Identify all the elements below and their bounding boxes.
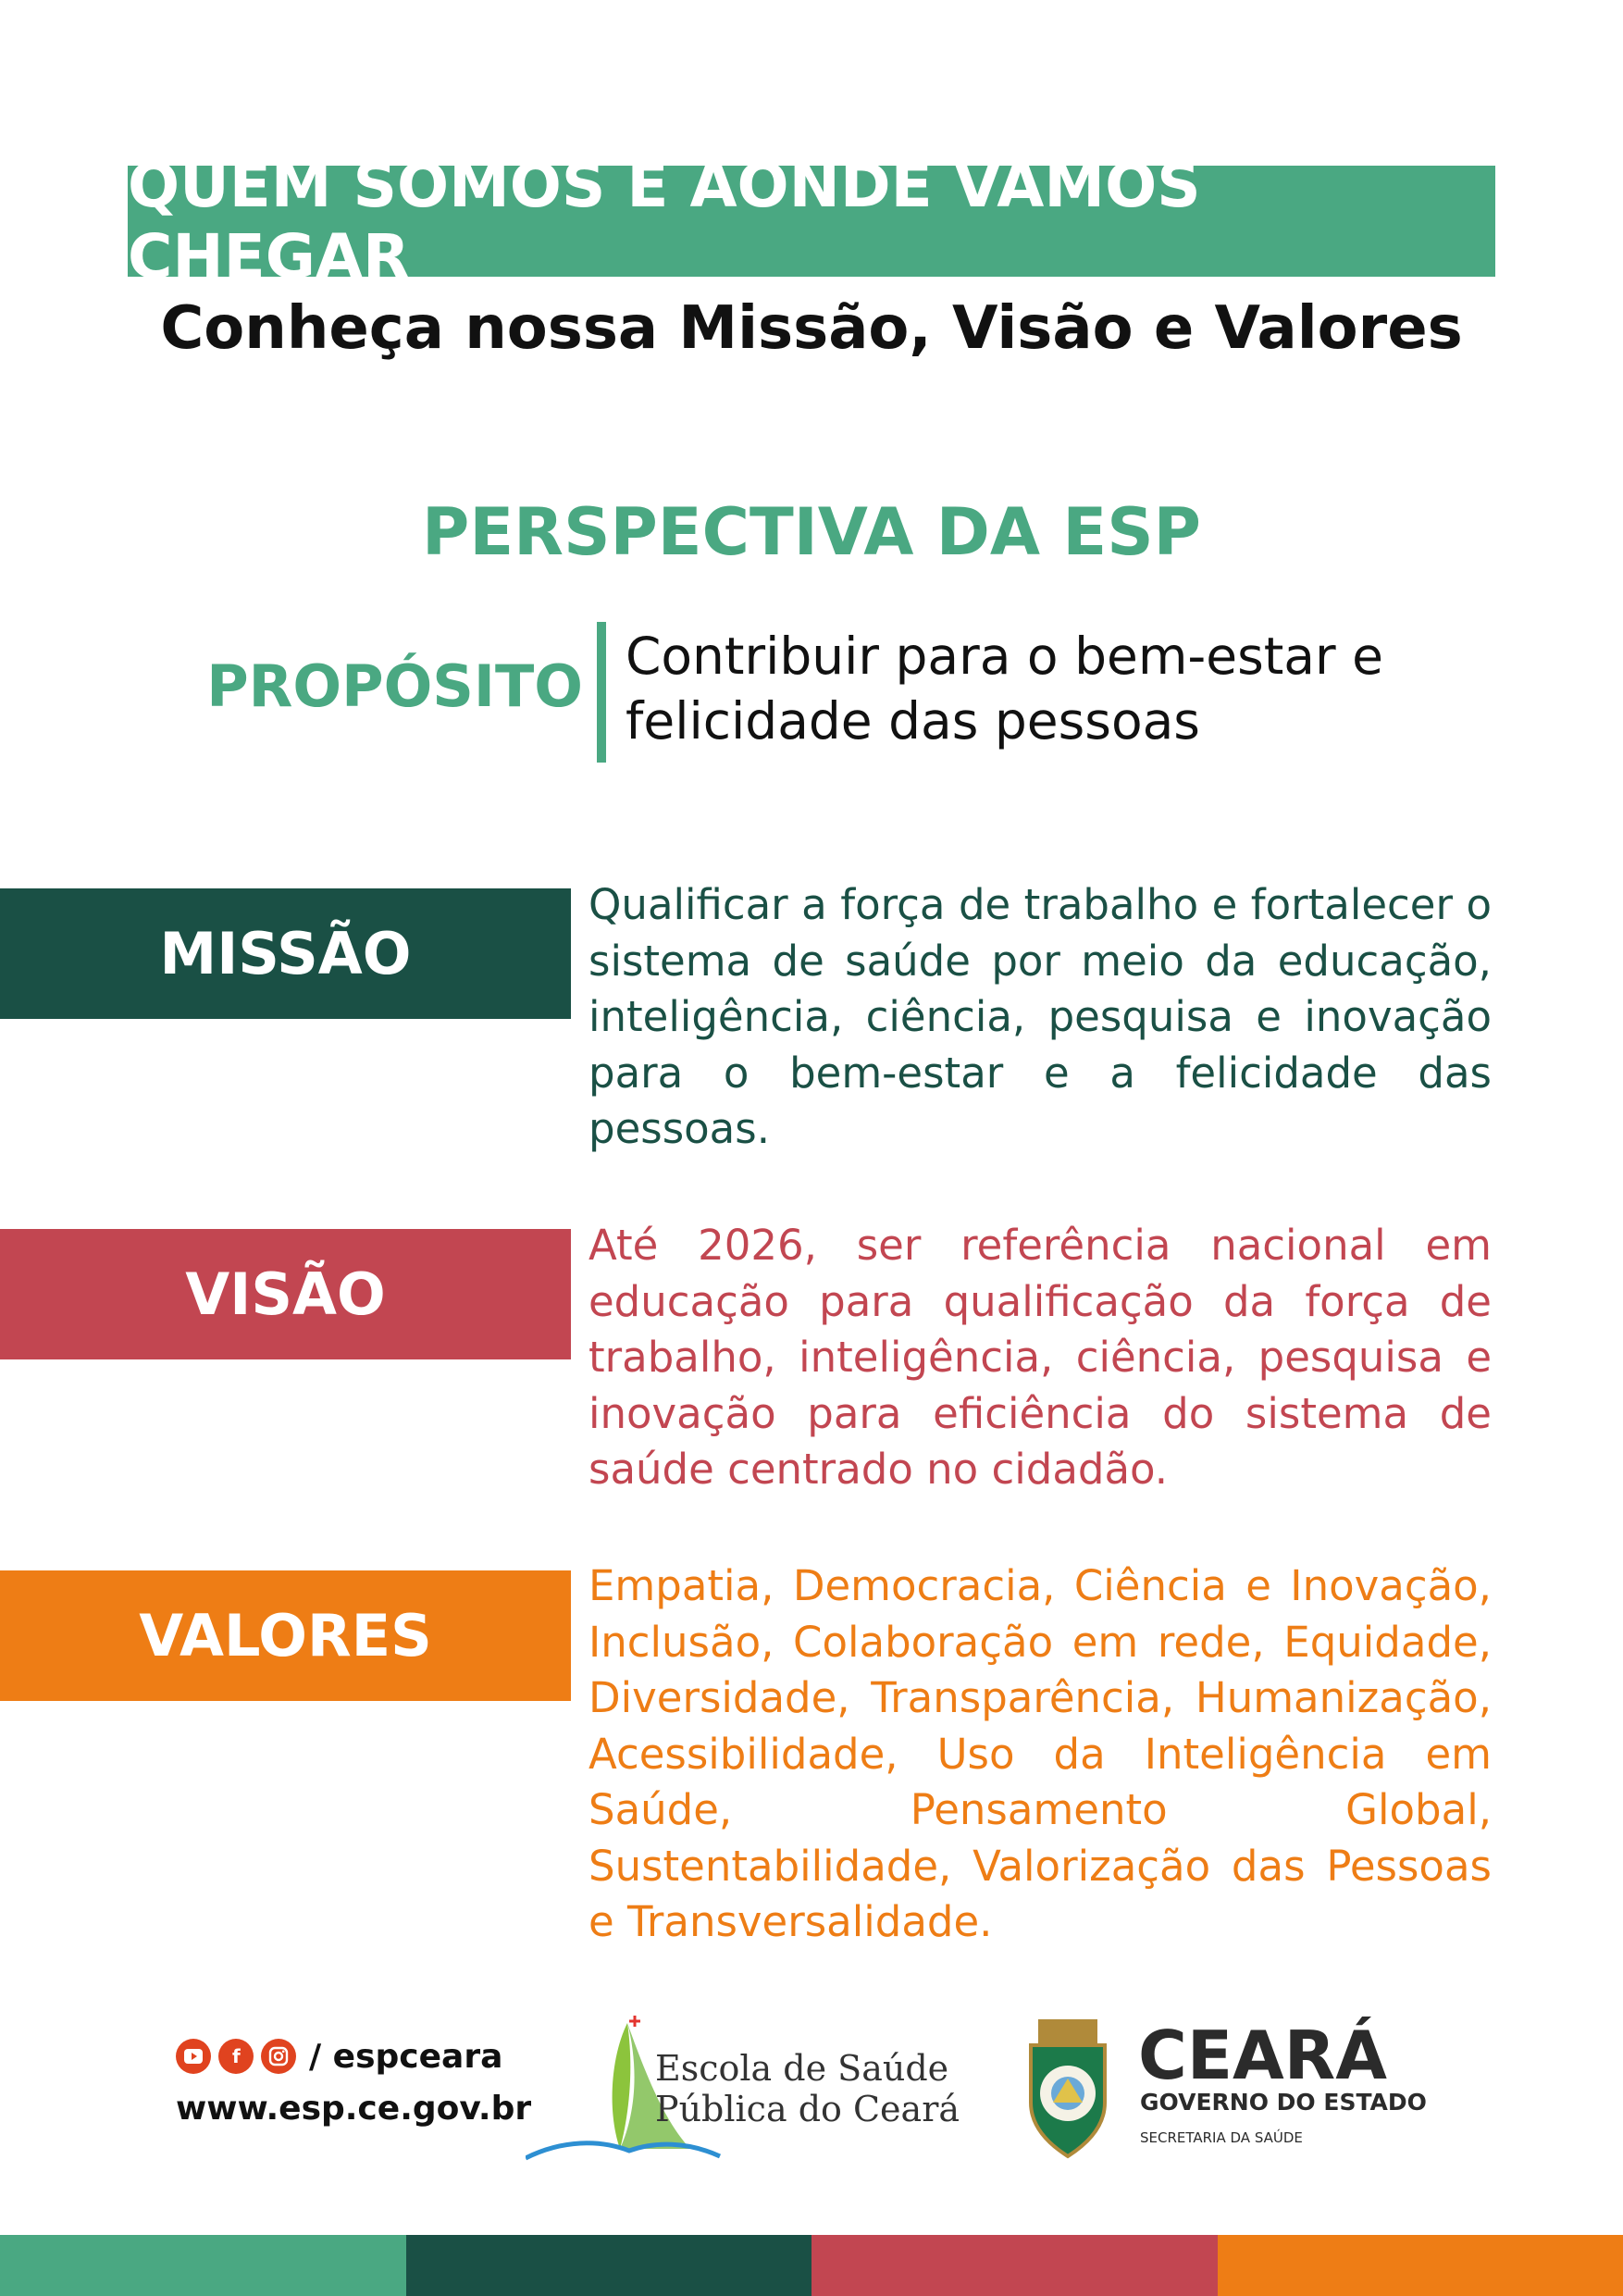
website-link[interactable]: www.esp.ce.gov.br bbox=[176, 2090, 532, 2128]
instagram-icon[interactable] bbox=[261, 2039, 296, 2074]
facebook-icon[interactable] bbox=[218, 2039, 254, 2074]
banner-title: QUEM SOMOS E AONDE VAMOS CHEGAR bbox=[128, 166, 1495, 277]
ceara-secretaria: SECRETARIA DA SAÚDE bbox=[1140, 2129, 1303, 2146]
bottom-color-stripes bbox=[0, 2235, 1623, 2296]
social-links bbox=[176, 2036, 502, 2077]
stripe-orange bbox=[1218, 2235, 1623, 2296]
visao-label: VISÃO bbox=[0, 1229, 571, 1359]
perspective-title: PERSPECTIVA DA ESP bbox=[422, 494, 1201, 570]
stripe-green bbox=[0, 2235, 406, 2296]
valores-label: VALORES bbox=[0, 1570, 571, 1701]
youtube-icon[interactable] bbox=[176, 2039, 211, 2074]
proposito-line-2: felicidade das pessoas bbox=[626, 691, 1200, 751]
social-handle[interactable]: / espceara bbox=[309, 2037, 503, 2076]
proposito-text bbox=[626, 624, 1458, 753]
page-subtitle: Conheça nossa Missão, Visão e Valores bbox=[160, 294, 1463, 363]
missao-text: Qualificar a força de trabalho e fortalecer o sistema de saúde por meio da educação, inteligência, ciência, pesquisa e inovação para o bem-estar e a felicidade das pessoas. bbox=[588, 880, 1492, 1153]
esp-logo-line-2: Pública do Ceará bbox=[655, 2089, 960, 2129]
ceara-coat-of-arms-icon bbox=[1031, 2019, 1105, 2156]
stripe-dark-green bbox=[406, 2235, 812, 2296]
ceara-government-logo bbox=[1018, 2014, 1481, 2162]
valores-text: Empatia, Democracia, Ciência e Inovação, Inclusão, Colaboração em rede, Equidade, Diversidade, Transparência, Humanização, Acessibilidade, Uso da Inteligência em Saúde, Pensamento Global, Sustentabilidade, Valorização das Pessoas e Transversalidade. bbox=[588, 1561, 1492, 1946]
proposito-label: PROPÓSITO bbox=[206, 652, 583, 720]
esp-logo-line-1: Escola de Saúde bbox=[655, 2048, 949, 2089]
svg-text:f: f bbox=[232, 2045, 241, 2067]
missao-label: MISSÃO bbox=[0, 888, 571, 1019]
proposito-divider bbox=[597, 622, 606, 763]
stripe-red bbox=[812, 2235, 1218, 2296]
proposito-line-1: Contribuir para o bem-estar e bbox=[626, 627, 1383, 686]
esp-logo bbox=[526, 2010, 988, 2167]
visao-text: Até 2026, ser referência nacional em educação para qualificação da força de trabalho, inteligência, ciência, pesquisa e inovação para eficiência do sistema de saúde centrado no cidadão. bbox=[588, 1221, 1492, 1494]
ceara-title: CEARÁ bbox=[1138, 2017, 1387, 2094]
ceara-subtitle: GOVERNO DO ESTADO bbox=[1140, 2089, 1427, 2116]
